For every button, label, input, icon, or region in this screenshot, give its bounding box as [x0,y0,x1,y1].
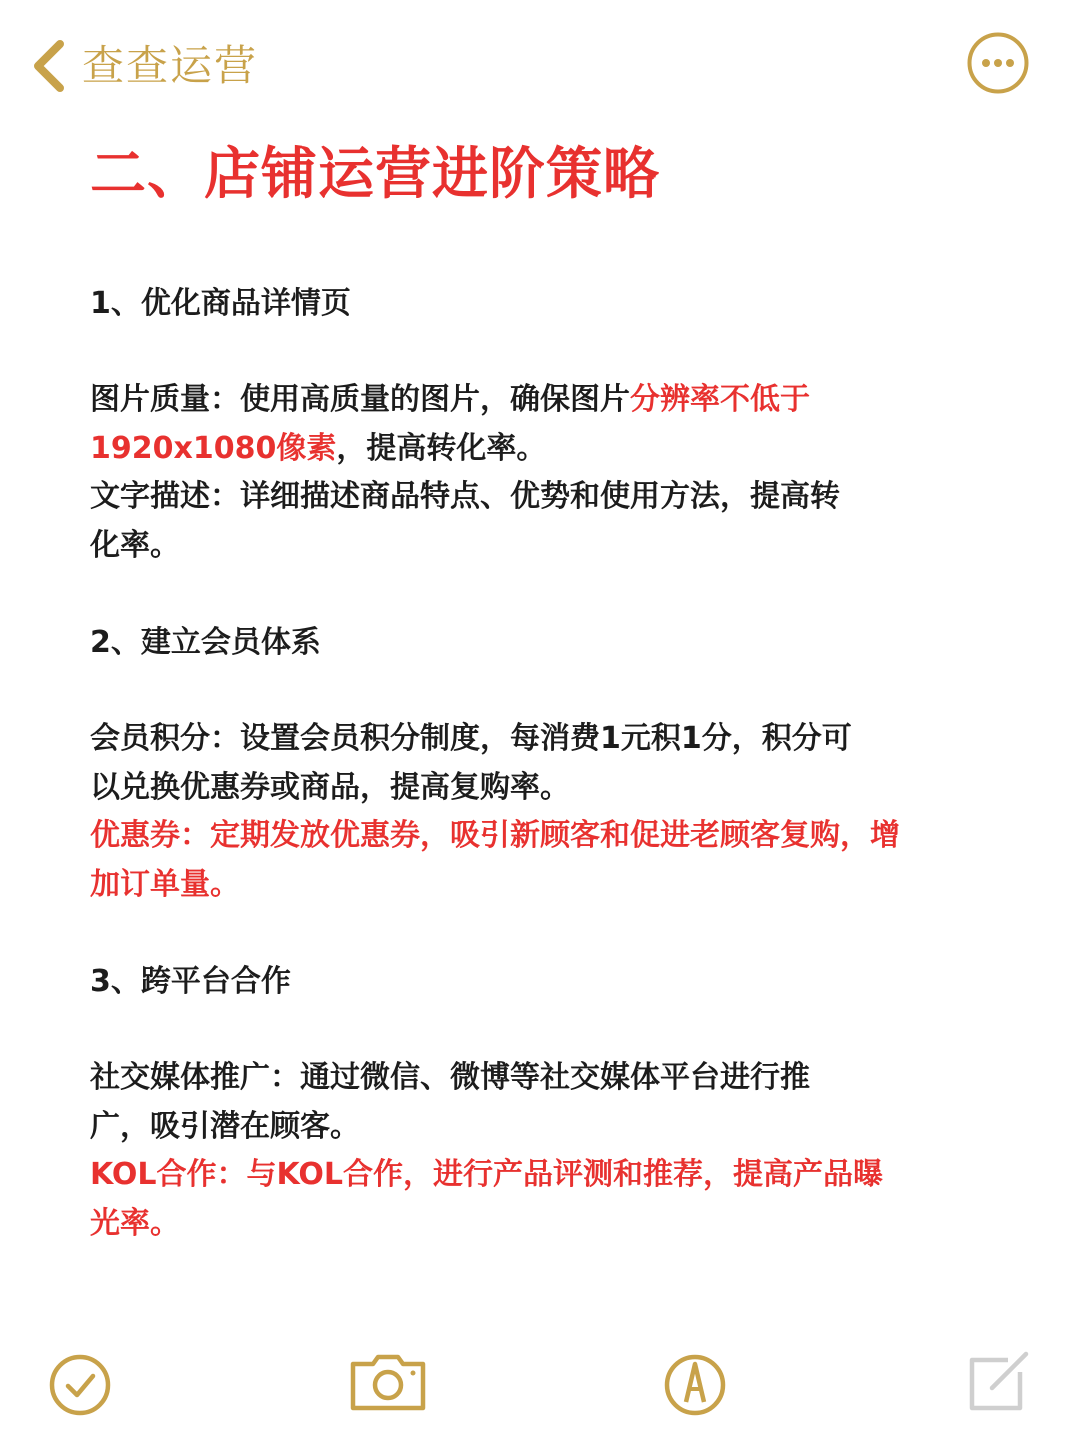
checklist-button[interactable] [35,1340,125,1430]
paragraph-image-quality-cont [90,425,990,474]
more-icon [966,80,1030,99]
paragraph-coupons-cont: 加订单量。 [90,866,240,902]
note-content[interactable] [90,140,990,1248]
bottom-toolbar [0,1340,1080,1430]
paragraph-member-points-cont: 以兑换优惠券或商品，提高复购率。 [90,769,570,805]
paragraph-image-quality [90,376,990,425]
text-run: ，提高转化率。 [336,430,547,466]
section-title: 2、建立会员体系 [90,625,321,660]
markup-button[interactable] [650,1340,740,1430]
paragraph-coupons: 优惠券：定期发放优惠券，吸引新顾客和促进老顾客复购，增 [90,818,900,853]
chevron-left-icon [28,36,68,96]
highlight-text: 1920x1080像素 [90,430,337,466]
camera-button[interactable] [343,1340,433,1430]
back-label: 查查运营 [82,41,259,90]
section-title: 3、跨平台合作 [90,964,291,999]
compose-icon [952,1340,1042,1430]
camera-icon [343,1340,433,1430]
text-run: 图片质量：使用高质量的图片，确保图片 [90,382,630,417]
section-title: 1、优化商品详情页 [90,286,351,321]
markup-pen-icon [650,1340,740,1430]
more-button[interactable] [966,31,1030,95]
compose-button[interactable] [952,1340,1042,1430]
checkmark-circle-icon [35,1340,125,1430]
paragraph-social-media: 社交媒体推广：通过微信、微博等社交媒体平台进行推 [90,1060,810,1095]
paragraph-kol-cont: 光率。 [90,1205,180,1241]
paragraph-kol: KOL合作：与KOL合作，进行产品评测和推荐，提高产品曝 [90,1157,884,1192]
top-nav-bar [0,0,1080,130]
page-title: 二、店铺运营进阶策略 [90,142,660,207]
paragraph-text-description-cont: 化率。 [90,527,180,563]
paragraph-member-points: 会员积分：设置会员积分制度，每消费1元积1分，积分可 [90,721,852,756]
paragraph-social-media-cont: 广，吸引潜在顾客。 [90,1108,360,1144]
paragraph-text-description: 文字描述：详细描述商品特点、优势和使用方法，提高转 [90,479,840,514]
back-button[interactable] [28,36,258,96]
highlight-text: 分辨率不低于 [630,382,810,417]
